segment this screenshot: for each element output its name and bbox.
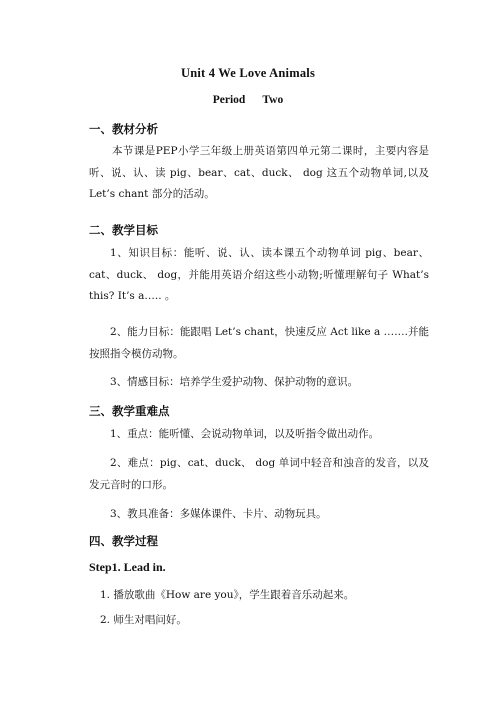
paragraph-teaching-aids: 3、教具准备：多媒体课件、卡片、动物玩具。 xyxy=(110,508,327,520)
paragraph-keypoint: 1、重点：能听懂、会说动物单词，以及听指令做出动作。 xyxy=(110,428,380,440)
paragraph-materials: 本节课是PEP小学三年级上册英语第四单元第二课时，主要内容是听、说、认、读 pig、bear、cat、duck、 dog 这五个动物单词,以及 Let’s chant 部分的活动。 xyxy=(89,145,429,200)
paragraph-difficulty: 2、难点：pig、cat、duck、 dog 单词中轻音和浊音的发音，以及发元音时的口形。 xyxy=(89,457,429,491)
step1-heading: Step1. Lead in. xyxy=(89,560,166,574)
paragraph-goal-emotion: 3、情感目标：培养学生爱护动物、保护动物的意识。 xyxy=(110,376,359,388)
section-heading-materials: 一、教材分析 xyxy=(89,122,158,136)
step1-item-2: 2. 师生对唱问好。 xyxy=(100,614,187,626)
paragraph-goal-ability: 2、能力目标：能跟唱 Let’s chant，快速反应 Act like a …….并能按照指令模仿动物。 xyxy=(89,326,429,360)
section-heading-goals: 二、教学目标 xyxy=(89,223,158,237)
step1-item-1: 1. 播放歌曲《How are you》，学生跟着音乐动起来。 xyxy=(100,589,355,601)
paragraph-goal-knowledge: 1、知识目标：能听、说、认、读本课五个动物单词 pig、bear、cat、duck、 dog，并能用英语介绍这些小动物;听懂理解句子 What’s this? It’s a….. 。 xyxy=(89,247,429,302)
section-heading-keypoints: 三、教学重难点 xyxy=(89,404,170,418)
document-subtitle: Period Two xyxy=(212,94,284,106)
section-heading-process: 四、教学过程 xyxy=(89,534,158,548)
document-title: Unit 4 We Love Animals xyxy=(180,66,316,80)
